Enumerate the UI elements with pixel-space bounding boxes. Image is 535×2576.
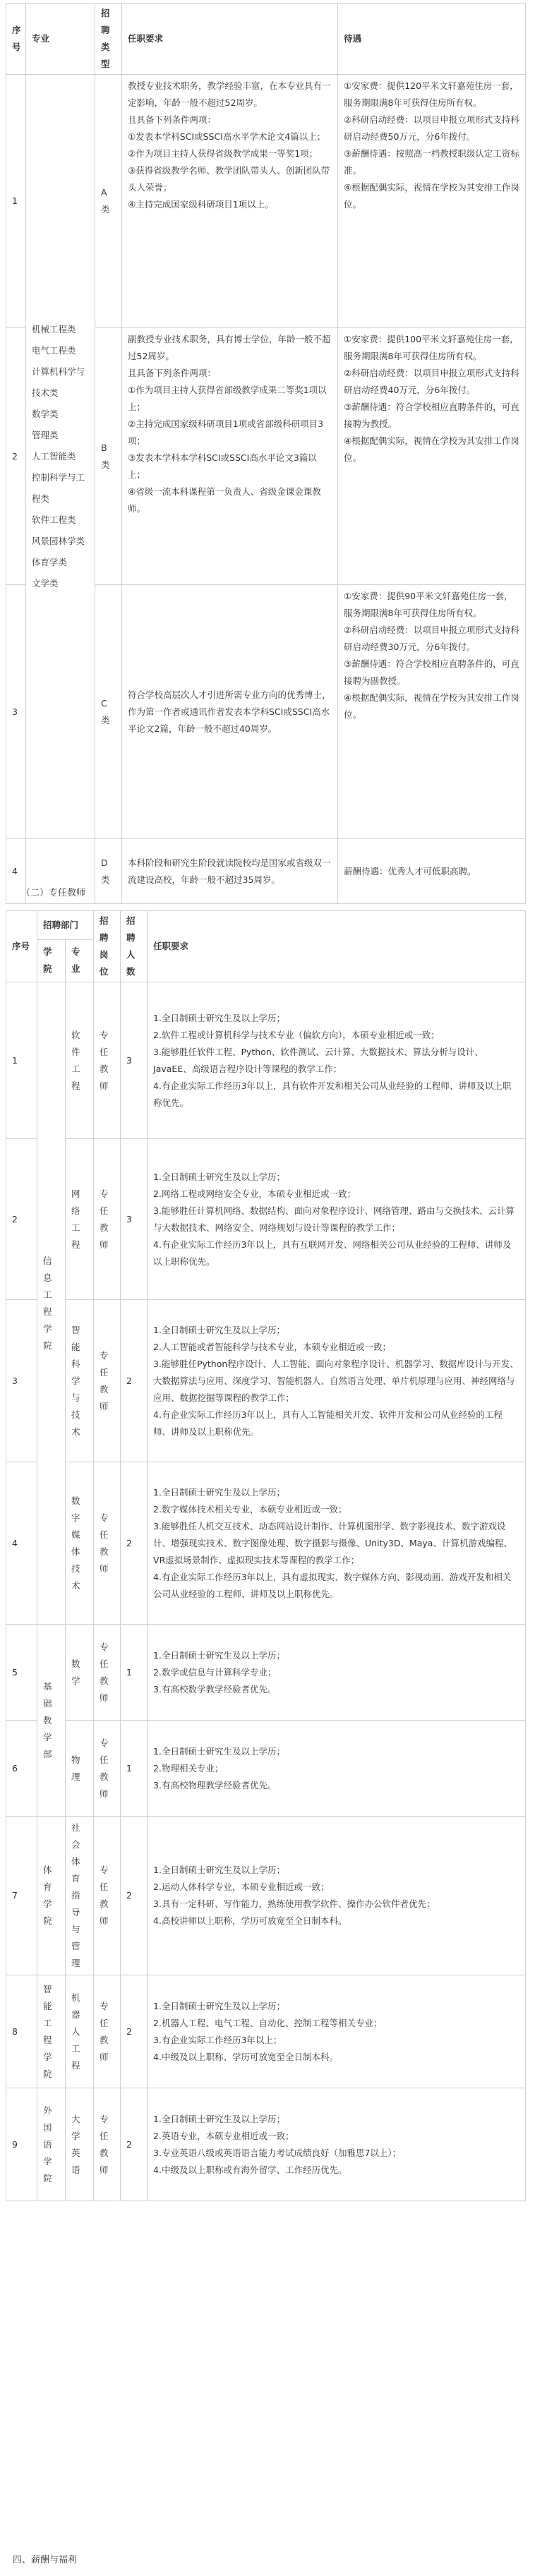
table-row [6, 1817, 526, 1975]
row-requirements: 符合学校高层次人才引进所需专业方向的优秀博士，作为第一作者或通讯作者发表本学科SCI或SSCI高水平论文2篇，年龄一般不超过40周岁。 [122, 585, 338, 839]
row-category: C类 [95, 585, 122, 839]
header-post: 招聘岗位 [94, 911, 121, 982]
row-count: 3 [121, 1139, 148, 1300]
row-post: 专任教师 [94, 1300, 121, 1462]
table-row [6, 1300, 526, 1462]
row-requirements: 1.全日制硕士研究生及以上学历； 2.软件工程或计算机科学与技术专业（偏软方向），本硕专业相近或一致； 3.能够胜任软件工程、Python、软件测试、云计算、大数据技术、算法分析与设计、JavaEE、高级语言程序设计等课程的教学工作； 4.有企业实际工作经历3年以上，具有软件开发和相关公司从业经验的工程师、讲师及以上职称优先。 [148, 982, 526, 1139]
row-count: 2 [121, 1817, 148, 1975]
row-requirements: 本科阶段和研究生阶段就读院校均是国家或省级双一流建设高校，年龄一般不超过35周岁。 [122, 839, 338, 904]
row-major: 物理 [66, 1721, 94, 1817]
row-major: 网络工程 [66, 1139, 94, 1300]
row-major: 社会体育指导与管理 [66, 1817, 94, 1975]
row-count: 1 [121, 1721, 148, 1817]
row-post: 专任教师 [94, 1139, 121, 1300]
row-requirements: 1.全日制硕士研究生及以上学历； 2.运动人体科学专业，本硕专业相近或一致； 3.具有一定科研、写作能力，熟练使用教学软件、操作办公软件者优先； 4.高校讲师以上职称，学历可放宽至全日制本科。 [148, 1817, 526, 1975]
row-benefits: ①安家费：提供120平米文轩嘉苑住房一套，服务期限满8年可获得住房所有权。 ②科研启动经费：以项目申报立项形式支持科研启动经费50万元，分6年拨付。 ③薪酬待遇：按照高一档教授职级认定工资标准。 ④根据配偶实际，视情在学校为其安排工作岗位。 [338, 75, 526, 328]
header-requirements: 任职要求 [148, 911, 526, 982]
row-seq: 5 [6, 1625, 37, 1721]
row-post: 专任教师 [94, 2088, 121, 2201]
header-seq: 序号 [6, 911, 37, 982]
header-dept: 招聘部门 [37, 911, 94, 940]
row-seq: 4 [6, 839, 26, 904]
row-category: A类 [95, 75, 122, 328]
section-title-salary-benefits: 四、薪酬与福利 [13, 2555, 78, 2565]
table-full-time-teachers [6, 910, 526, 2201]
row-requirements: 1.全日制硕士研究生及以上学历； 2.英语专业，本硕专业相近或一致； 3.专业英语八级或英语语言能力考试成绩良好（加雅思7以上）； 4.中级及以上职称或有海外留学、工作经历优先。 [148, 2088, 526, 2201]
row-requirements: 1.全日制硕士研究生及以上学历； 2.物理相关专业； 3.有高校物理教学经验者优先。 [148, 1721, 526, 1817]
row-post: 专任教师 [94, 1625, 121, 1721]
row-seq: 2 [6, 1139, 37, 1300]
row-requirements: 教授专业技术职务，教学经验丰富，在本专业具有一定影响，年龄一般不超过52周岁。 且具备下列条件两项： ①发表本学科SCI或SSCI高水平学术论文4篇以上； ②作为项目主持人获得省级教学成果一等奖1项； ③获得省级教学名师、教学团队带头人、创新团队带头人荣誉； ④主持完成国家级科研项目1项以上。 [122, 75, 338, 328]
row-post: 专任教师 [94, 982, 121, 1139]
header-seq: 序号 [6, 4, 26, 75]
row-benefits: ①安家费：提供90平米文轩嘉苑住房一套，服务期限满8年可获得住房所有权。 ②科研启动经费：以项目申报立项形式支持科研启动经费30万元，分6年拨付。 ③薪酬待遇：符合学校相应直聘条件的，可直接聘为副教授。 ④根据配偶实际，视情在学校为其安排工作岗位。 [338, 585, 526, 839]
table-row [6, 2088, 526, 2201]
table-row [6, 1975, 526, 2088]
row-count: 2 [121, 1462, 148, 1625]
header-requirements: 任职要求 [122, 4, 338, 75]
row-post: 专任教师 [94, 1462, 121, 1625]
row-seq: 3 [6, 585, 26, 839]
header-count: 招聘人数 [121, 911, 148, 982]
table-row [6, 1721, 526, 1817]
row-benefits: ①安家费：提供100平米文轩嘉苑住房一套，服务期限满8年可获得住房所有权。 ②科研启动经费：以项目申报立项形式支持科研启动经费40万元，分6年拨付。 ③薪酬待遇：符合学校相应直聘条件的，可直接聘为教授。 ④根据配偶实际，视情在学校为其安排工作岗位。 [338, 328, 526, 585]
row-count: 2 [121, 1300, 148, 1462]
table-high-level-talent [6, 3, 526, 904]
row-count: 2 [121, 1975, 148, 2088]
row-seq: 9 [6, 2088, 37, 2201]
row-major: 机器人工程 [66, 1975, 94, 2088]
row-major: 数字媒体技术 [66, 1462, 94, 1625]
row-major: 数学 [66, 1625, 94, 1721]
row-seq: 3 [6, 1300, 37, 1462]
header-major: 专业 [26, 4, 95, 75]
row-post: 专任教师 [94, 1721, 121, 1817]
row-seq: 4 [6, 1462, 37, 1625]
row-major: 软件工程 [66, 982, 94, 1139]
college-cell: 信息工程学院 [37, 982, 66, 1625]
row-post: 专任教师 [94, 1975, 121, 2088]
table-row [6, 1462, 526, 1625]
table-row [6, 982, 526, 1139]
row-requirements: 1.全日制硕士研究生及以上学历； 2.数学或信息与计算科学专业； 3.有高校数学教学经验者优先。 [148, 1625, 526, 1721]
table-row [6, 1625, 526, 1721]
header-category: 招聘类型 [95, 4, 122, 75]
row-seq: 8 [6, 1975, 37, 2088]
row-requirements: 1.全日制硕士研究生及以上学历； 2.人工智能或者智能科学与技术专业，本硕专业相近或一致； 3.能够胜任Python程序设计、人工智能、面向对象程序设计、机器学习、数据库设计与开发、大数据算法与应用、深度学习、智能机器人、自然语言处理、单片机原理与应用、神经网络与应用、数据挖掘等课程的教学工作； 4.有企业实际工作经历3年以上，具有人工智能相关开发、软件开发和公司从业经验的工程师、讲师及以上职称优先。 [148, 1300, 526, 1462]
row-major: 大学英语 [66, 2088, 94, 2201]
row-seq: 6 [6, 1721, 37, 1817]
row-category: D类 [95, 839, 122, 904]
row-count: 2 [121, 2088, 148, 2201]
row-category: B类 [95, 328, 122, 585]
row-major: 智能科学与技术 [66, 1300, 94, 1462]
row-requirements: 1.全日制硕士研究生及以上学历； 2.网络工程或网络安全专业，本硕专业相近或一致； 3.能够胜任计算机网络、数据结构、面向对象程序设计、网络管理、路由与交换技术、云计算与大数据技术、网络安全、网络规划与设计等课程的教学工作； 4.有企业实际工作经历3年以上，具有互联网开发、网络相关公司从业经验的工程师、讲师及以上职称优先。 [148, 1139, 526, 1300]
section-title-full-time-teachers: （二）专任教师 [21, 888, 86, 898]
header-benefits: 待遇 [338, 4, 526, 75]
majors-cell: 机械工程类 电气工程类 计算机科学与技术类 数学类 管理类 人工智能类 控制科学与工程类 软件工程类 风景园林学类 体育学类 文学类 [26, 75, 95, 839]
college-cell: 外国语学院 [37, 2088, 66, 2201]
row-requirements: 副教授专业技术职务，具有博士学位，年龄一般不超过52周岁。 且具备下列条件两项： ①作为项目主持人获得省部级教学成果二等奖1项以上； ②主持完成国家级科研项目1项或省部级科研项目3项； ③发表本学科本学科SCI或SSCI高水平论文3篇以上； ④省级一流本科课程第一负责人、省级金课金课教师。 [122, 328, 338, 585]
row-requirements: 1.全日制硕士研究生及以上学历； 2.数字媒体技术相关专业，本硕专业相近或一致； 3.能够胜任人机交互技术、动态网站设计制作、计算机图形学、数字影视技术、数字游戏设计、增强现实技术、数字图像处理、数字摄影与摄像、Unity3D、Maya、计算机游戏编程、VR虚拟场景制作、虚拟现实技术等课程的教学工作； 4.有企业实际工作经历3年以上，具有虚拟现实、数字媒体方向、影视动画、游戏开发和相关公司从业经验的工程师、讲师及以上职称优先。 [148, 1462, 526, 1625]
row-benefits: 薪酬待遇：优秀人才可低职高聘。 [338, 839, 526, 904]
row-requirements: 1.全日制硕士研究生及以上学历； 2.机器人工程、电气工程、自动化、控制工程等相关专业； 3.有企业实际工作经历3年以上； 4.中级及以上职称、学历可放宽至全日制本科。 [148, 1975, 526, 2088]
table-row [6, 1139, 526, 1300]
row-post: 专任教师 [94, 1817, 121, 1975]
row-seq: 1 [6, 75, 26, 328]
header-college: 学院 [37, 939, 66, 982]
row-count: 3 [121, 982, 148, 1139]
row-count: 1 [121, 1625, 148, 1721]
college-cell: 基础教学部 [37, 1625, 66, 1817]
table-row [6, 75, 526, 328]
row-seq: 1 [6, 982, 37, 1139]
row-seq: 2 [6, 328, 26, 585]
header-major: 专业 [66, 939, 94, 982]
college-cell: 体育学院 [37, 1817, 66, 1975]
college-cell: 智能工程学院 [37, 1975, 66, 2088]
row-seq: 7 [6, 1817, 37, 1975]
